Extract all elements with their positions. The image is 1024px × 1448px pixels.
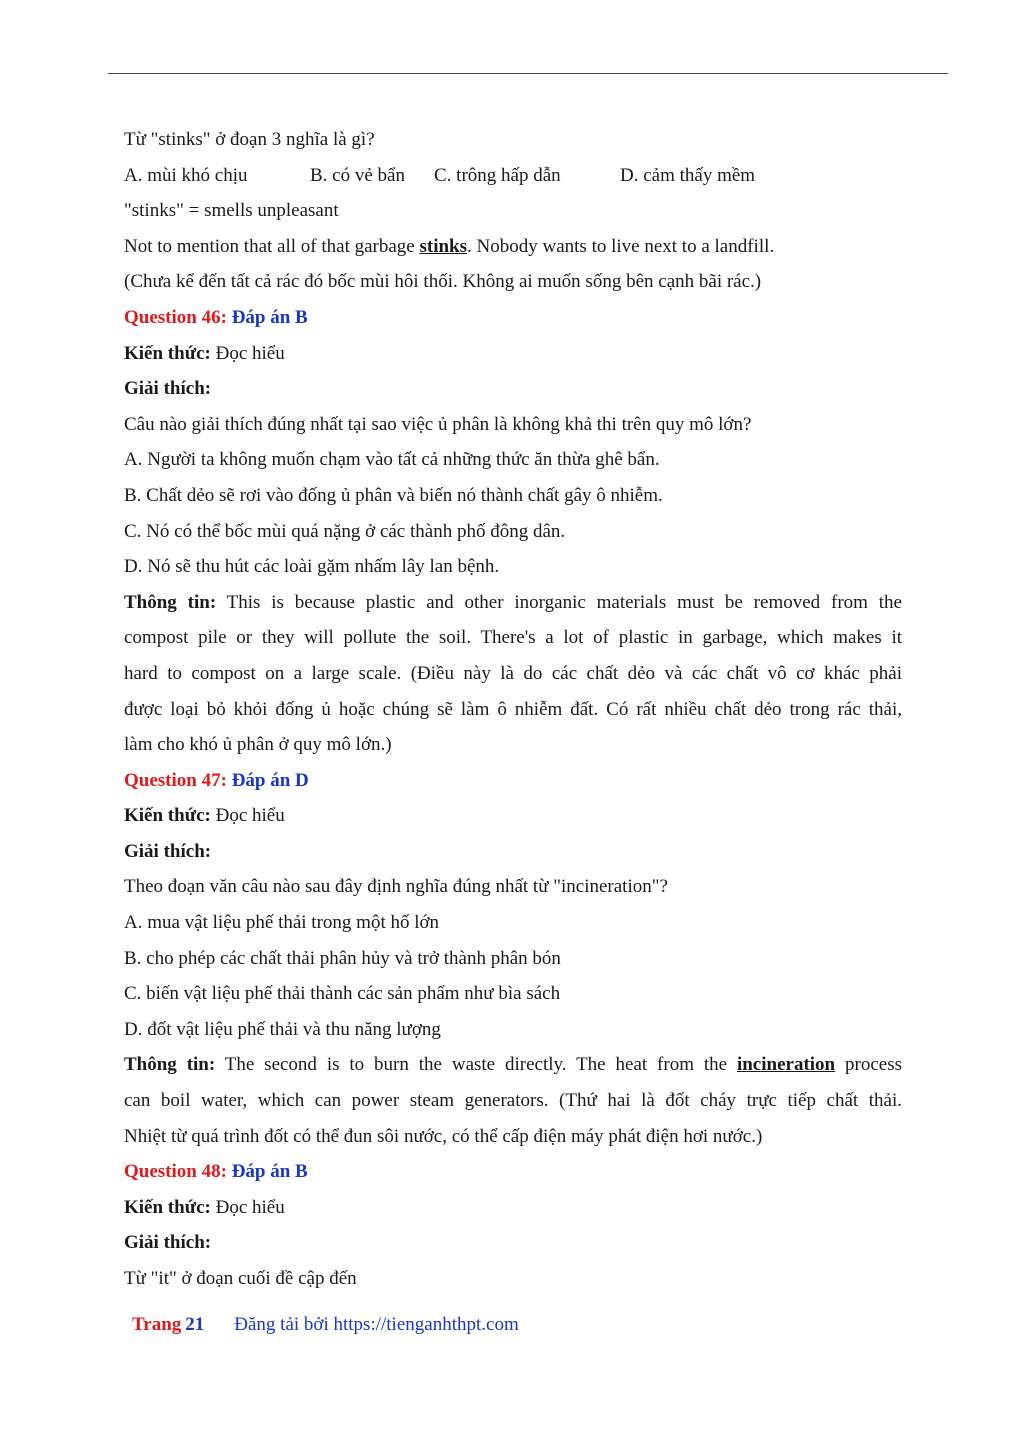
q47-giaithich: Giải thích: [124,840,212,862]
q46-thongtin-line: được loại bỏ khỏi đống ủ hoặc chúng sẽ làm ô nhiễm đất. Có rất nhiều chất dẻo trong rác thải, [124,698,902,720]
q48-heading [124,1154,902,1190]
answer-label: Đáp án D [231,769,309,791]
q45-option-d: D. cảm thấy mềm [620,164,756,186]
question-label: Question 46: [124,306,227,328]
keyword-incineration: incineration [736,1054,836,1076]
q45-definition: "stinks" = smells unpleasant [124,200,339,222]
q46-option-b: B. Chất dẻo sẽ rơi vào đống ủ phân và biến nó thành chất gây ô nhiễm. [124,484,663,506]
q47-question: Theo đoạn văn câu nào sau đây định nghĩa đúng nhất từ "incineration"? [124,876,668,898]
q46-option-a: A. Người ta không muốn chạm vào tất cả những thức ăn thừa ghê bẩn. [124,449,660,471]
page-word: Trang [132,1314,182,1335]
q46-thongtin-line: Thông tin: This is because plastic and other inorganic materials must be removed from the [124,591,902,613]
q45-question: Từ "stinks" ở đoạn 3 nghĩa là gì? [124,129,375,150]
q46-giaithich: Giải thích: [124,378,212,400]
page-number: 21 [185,1314,205,1335]
header-rule [108,73,948,74]
q48-giaithich: Giải thích: [124,1232,212,1254]
q47-option-a: A. mua vật liệu phế thải trong một hố lớn [124,912,440,934]
q46-thongtin-line: hard to compost on a large scale. (Điều này là do các chất dẻo và các chất vô cơ khác phải [124,662,902,684]
answer-label: Đáp án B [231,306,308,328]
q45-quote: Not to mention that all of that garbage stinks. Nobody wants to live next to a landfill. [124,235,775,257]
q45-translation: (Chưa kể đến tất cả rác đó bốc mùi hôi thối. Không ai muốn sống bên cạnh bãi rác.) [124,271,762,293]
q47-option-d: D. đốt vật liệu phế thải và thu năng lượng [124,1018,441,1040]
answer-label: Đáp án B [231,1161,308,1183]
question-label: Question 47: [124,769,227,791]
q48-question: Từ "it" ở đoạn cuối đề cập đến [124,1268,357,1289]
q47-option-c: C. biến vật liệu phế thải thành các sản phẩm như bìa sách [124,983,561,1005]
q45-option-c: C. trông hấp dẫn [434,164,561,186]
q46-thongtin-line: làm cho khó ủ phân ở quy mô lớn.) [124,734,392,756]
page-footer [132,1314,519,1336]
q46-question: Câu nào giải thích đúng nhất tại sao việc ủ phân là không khả thi trên quy mô lớn? [124,413,752,435]
q47-heading [124,763,902,799]
document-body [124,122,902,1297]
q46-option-d: D. Nó sẽ thu hút các loài gặm nhấm lây lan bệnh. [124,556,500,578]
q48-kienthuc: Kiến thức: Đọc hiểu [124,1196,285,1218]
q47-option-b: B. cho phép các chất thải phân hủy và trở thành phân bón [124,947,561,969]
q47-thongtin-line: Nhiệt từ quá trình đốt có thể đun sôi nước, có thể cấp điện máy phát điện hơi nước.) [124,1125,763,1147]
q46-heading [124,300,902,336]
q47-kienthuc: Kiến thức: Đọc hiểu [124,805,285,827]
q46-thongtin-line: compost pile or they will pollute the soil. There's a lot of plastic in garbage, which makes it [124,627,902,649]
q45-option-b: B. có vẻ bẩn [310,164,405,186]
q47-thongtin-line: Thông tin: The second is to burn the waste directly. The heat from the incineration process [124,1054,902,1076]
keyword-stinks: stinks [419,235,468,257]
site-credit-link[interactable]: Đăng tải bởi https://tienganhthpt.com [234,1314,519,1335]
question-label: Question 48: [124,1161,227,1183]
q45-option-a: A. mùi khó chịu [124,164,248,186]
q45-options [124,158,902,194]
q46-option-c: C. Nó có thể bốc mùi quá nặng ở các thành phố đông dân. [124,520,566,542]
q46-kienthuc: Kiến thức: Đọc hiểu [124,342,285,364]
q47-thongtin-line: can boil water, which can power steam generators. (Thứ hai là đốt cháy trực tiếp chất thải. [124,1090,902,1112]
